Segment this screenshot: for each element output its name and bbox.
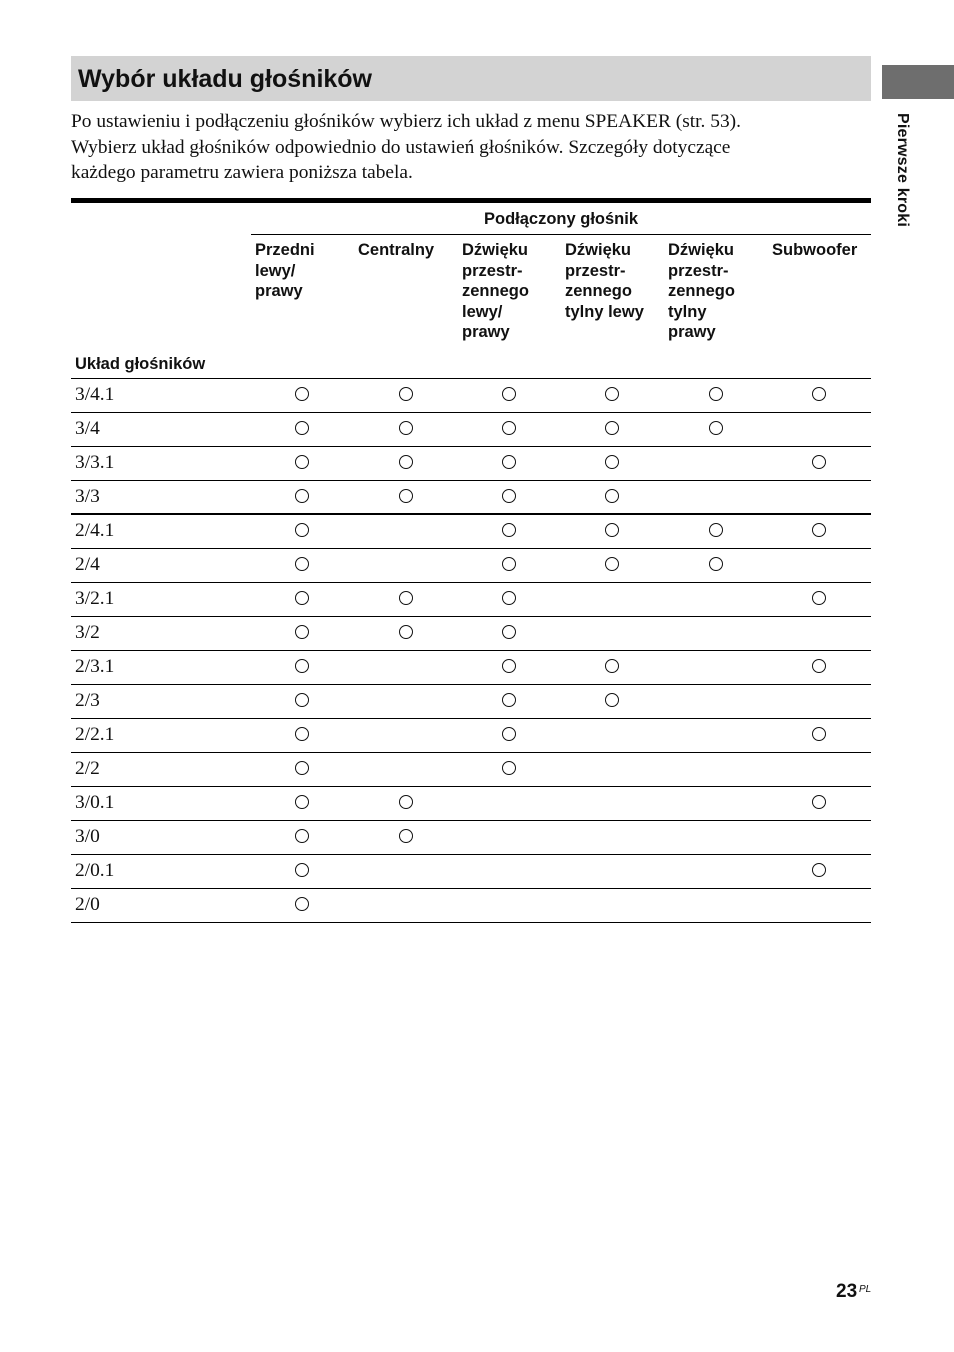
layout-label: 3/4 (75, 418, 100, 439)
circle-mark-icon (605, 421, 619, 435)
circle-mark-icon (295, 829, 309, 843)
circle-mark-icon (812, 455, 826, 469)
layout-label: 3/3 (75, 486, 100, 507)
circle-mark-icon (295, 897, 309, 911)
table-row (71, 583, 871, 617)
circle-mark-icon (295, 795, 309, 809)
circle-mark-icon (605, 693, 619, 707)
section-title: Wybór układu głośników (78, 65, 373, 93)
circle-mark-icon (502, 591, 516, 605)
column-header: Dźwięku przestr- zennego lewy/ prawy (462, 241, 529, 342)
circle-mark-icon (605, 557, 619, 571)
circle-mark-icon (812, 659, 826, 673)
circle-mark-icon (295, 659, 309, 673)
circle-mark-icon (812, 387, 826, 401)
layout-label: 3/0.1 (75, 792, 115, 813)
column-header: Dźwięku przestr- zennego tylny lewy (565, 241, 644, 321)
circle-mark-icon (709, 557, 723, 571)
circle-mark-icon (502, 421, 516, 435)
table-row (71, 719, 871, 753)
circle-mark-icon (502, 489, 516, 503)
table-row (71, 447, 871, 481)
circle-mark-icon (502, 727, 516, 741)
intro-line: Wybierz układ głośników odpowiednio do ustawień głośników. Szczegóły dotyczące (71, 136, 731, 158)
circle-mark-icon (399, 829, 413, 843)
circle-mark-icon (502, 455, 516, 469)
layout-label: 3/4.1 (75, 384, 115, 405)
layout-label: 2/0.1 (75, 860, 115, 881)
circle-mark-icon (502, 625, 516, 639)
circle-mark-icon (399, 795, 413, 809)
layout-label: 2/4 (75, 554, 100, 575)
side-tab-marker (882, 65, 954, 99)
table-row (71, 617, 871, 651)
layout-label: 2/2.1 (75, 724, 115, 745)
circle-mark-icon (502, 523, 516, 537)
circle-mark-icon (399, 455, 413, 469)
layout-label: 2/0 (75, 894, 100, 915)
intro-paragraph (71, 109, 871, 186)
circle-mark-icon (502, 761, 516, 775)
circle-mark-icon (812, 863, 826, 877)
table-row (71, 855, 871, 889)
circle-mark-icon (295, 863, 309, 877)
column-header: Subwoofer (772, 241, 858, 259)
circle-mark-icon (812, 727, 826, 741)
table-row (71, 753, 871, 787)
circle-mark-icon (295, 761, 309, 775)
page-language-code: PL (859, 1284, 872, 1295)
circle-mark-icon (399, 591, 413, 605)
column-headers (71, 235, 871, 379)
table-row (71, 379, 871, 413)
table-row (71, 515, 871, 549)
column-header: Przedni lewy/ prawy (255, 241, 315, 301)
circle-mark-icon (295, 727, 309, 741)
layout-label: 2/3.1 (75, 656, 115, 677)
circle-mark-icon (605, 489, 619, 503)
circle-mark-icon (709, 421, 723, 435)
table-body (71, 379, 871, 923)
circle-mark-icon (605, 455, 619, 469)
column-header: Dźwięku przestr- zennego tylny prawy (668, 241, 735, 342)
table-row (71, 481, 871, 515)
circle-mark-icon (295, 523, 309, 537)
column-header: Centralny (358, 241, 435, 259)
circle-mark-icon (295, 387, 309, 401)
circle-mark-icon (295, 625, 309, 639)
layout-label: 3/2.1 (75, 588, 115, 609)
layout-label: 3/2 (75, 622, 100, 643)
page-number: 23 (836, 1281, 858, 1302)
row-header-label: Układ głośników (75, 355, 206, 373)
table-row (71, 413, 871, 447)
speaker-layout-table (71, 198, 871, 923)
circle-mark-icon (295, 421, 309, 435)
connected-speaker-header: Podłączony głośnik (483, 210, 639, 228)
layout-label: 2/4.1 (75, 520, 115, 541)
circle-mark-icon (295, 455, 309, 469)
layout-label: 2/2 (75, 758, 100, 779)
circle-mark-icon (295, 489, 309, 503)
layout-label: 2/3 (75, 690, 100, 711)
circle-mark-icon (502, 387, 516, 401)
circle-mark-icon (399, 421, 413, 435)
circle-mark-icon (709, 387, 723, 401)
circle-mark-icon (812, 795, 826, 809)
layout-label: 3/0 (75, 826, 100, 847)
circle-mark-icon (502, 693, 516, 707)
table-row (71, 821, 871, 855)
side-tab-label: Pierwsze kroki (894, 113, 911, 227)
circle-mark-icon (399, 489, 413, 503)
intro-line: każdego parametru zawiera poniższa tabela. (71, 162, 413, 183)
table-row (71, 549, 871, 583)
group-header (71, 203, 871, 235)
circle-mark-icon (605, 523, 619, 537)
circle-mark-icon (295, 693, 309, 707)
intro-line: Po ustawieniu i podłączeniu głośników wybierz ich układ z menu SPEAKER (str. 53). (71, 111, 741, 132)
circle-mark-icon (812, 523, 826, 537)
table-row (71, 685, 871, 719)
circle-mark-icon (605, 659, 619, 673)
circle-mark-icon (399, 625, 413, 639)
circle-mark-icon (502, 659, 516, 673)
circle-mark-icon (295, 591, 309, 605)
section-header (71, 56, 871, 101)
circle-mark-icon (605, 387, 619, 401)
circle-mark-icon (295, 557, 309, 571)
table-row (71, 651, 871, 685)
layout-label: 3/3.1 (75, 452, 115, 473)
circle-mark-icon (399, 387, 413, 401)
table-row (71, 787, 871, 821)
circle-mark-icon (502, 557, 516, 571)
circle-mark-icon (812, 591, 826, 605)
table-row (71, 889, 871, 923)
circle-mark-icon (709, 523, 723, 537)
